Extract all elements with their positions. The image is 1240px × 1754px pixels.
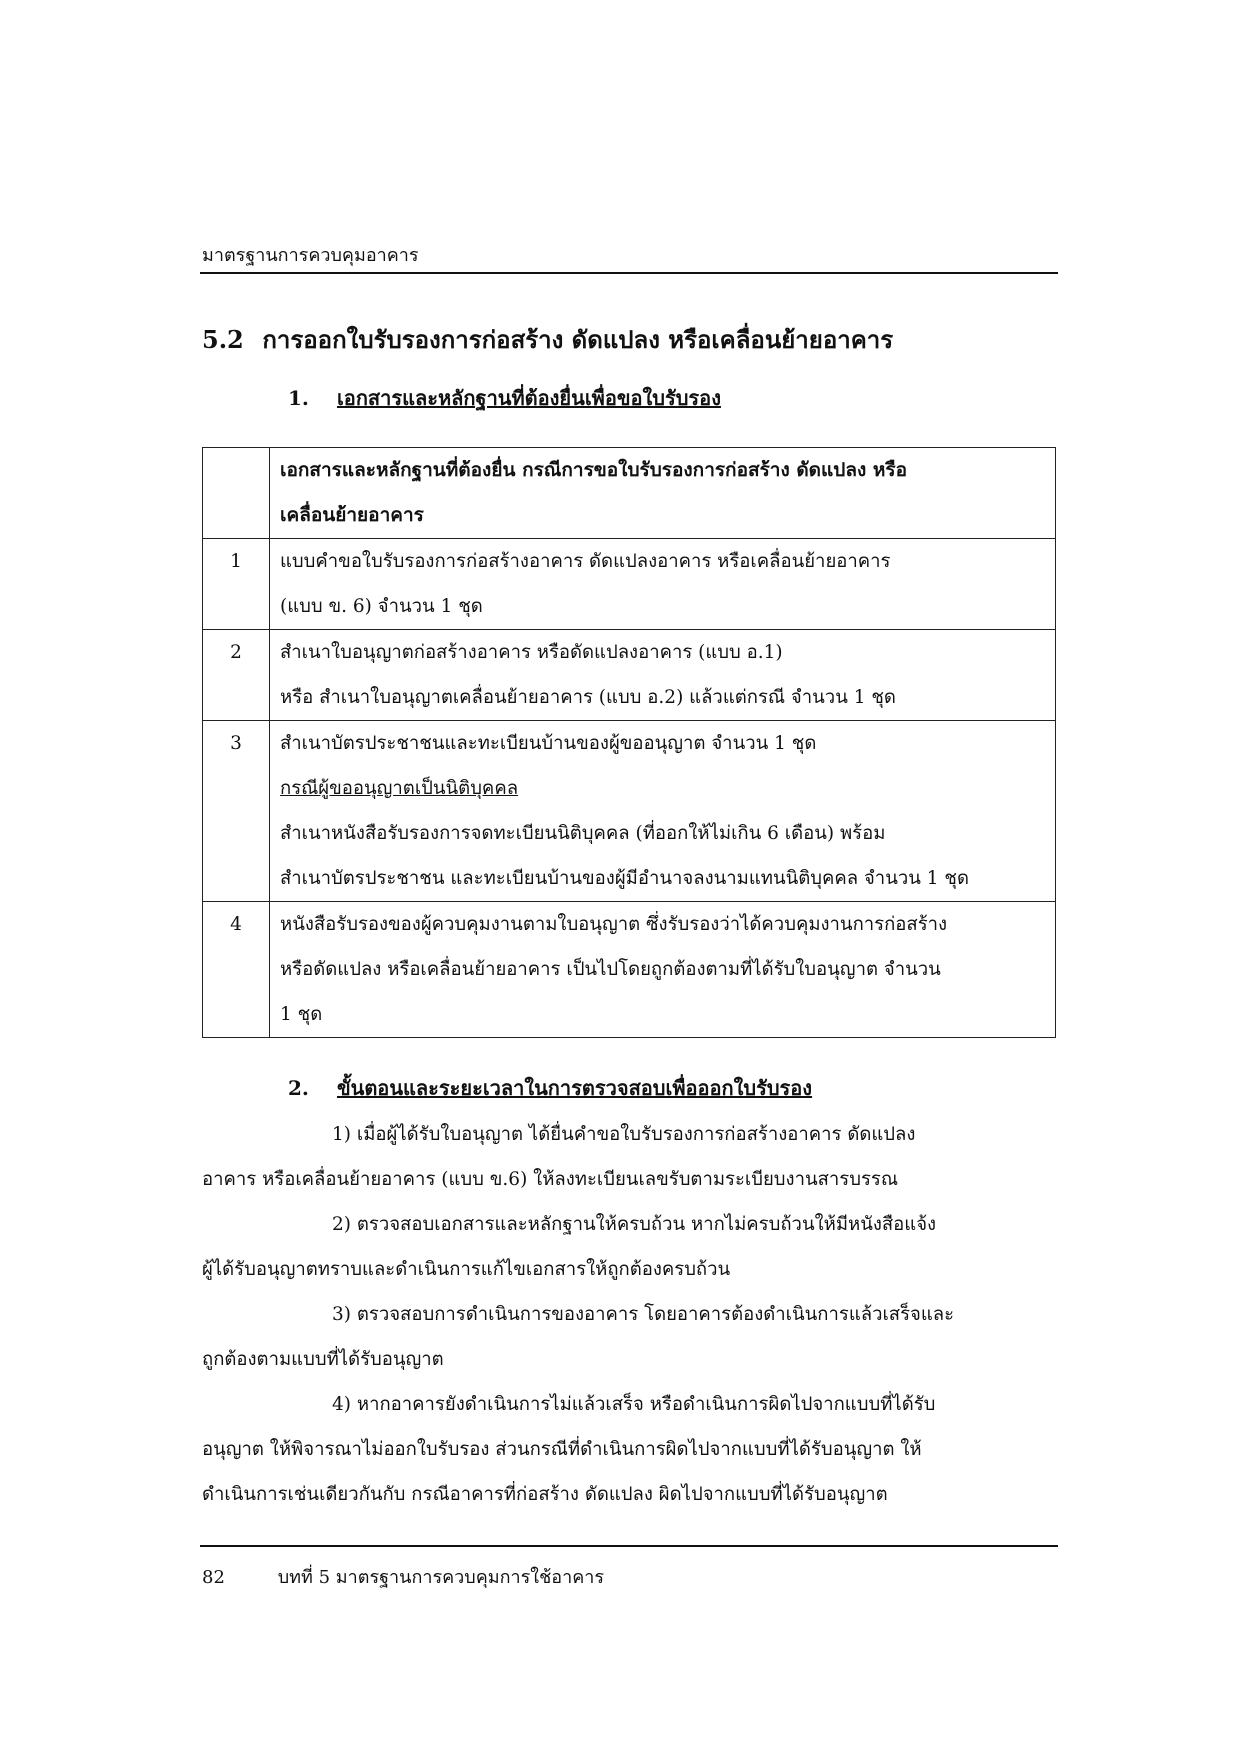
chapter-title: บทที่ 5 มาตรฐานการควบคุมการใช้อาคาร	[277, 1567, 605, 1588]
step-line: ดำเนินการเช่นเดียวกันกับ กรณีอาคารที่ก่อสร้าง ดัดแปลง ผิดไปจากแบบที่ได้รับอนุญาต	[202, 1484, 888, 1505]
row-content	[270, 721, 1056, 902]
row-number: 2	[203, 630, 270, 721]
section-heading	[202, 322, 893, 358]
table-row	[203, 630, 1056, 721]
row-line: สำเนาหนังสือรับรองการจดทะเบียนนิติบุคคล (ที่ออกให้ไม่เกิน 6 เดือน) พร้อม	[280, 823, 886, 844]
table-header-number-cell	[203, 448, 270, 539]
table-row	[203, 721, 1056, 902]
row-line: สำเนาบัตรประชาชน และทะเบียนบ้านของผู้มีอำนาจลงนามแทนนิติบุคคล จำนวน 1 ชุด	[280, 868, 969, 889]
step-line: อนุญาต ให้พิจารณาไม่ออกใบรับรอง ส่วนกรณีที่ดำเนินการผิดไปจากแบบที่ได้รับอนุญาต ให้	[202, 1439, 922, 1460]
row-number: 4	[203, 902, 270, 1038]
row-line: 1 ชุด	[280, 1004, 323, 1025]
step-line: ผู้ได้รับอนุญาตทราบและดำเนินการแก้ไขเอกสารให้ถูกต้องครบถ้วน	[202, 1259, 731, 1280]
row-line-underlined: กรณีผู้ขออนุญาตเป็นนิติบุคคล	[280, 778, 519, 799]
documents-table	[202, 447, 1056, 1038]
step-line: 2) ตรวจสอบเอกสารและหลักฐานให้ครบถ้วน หากไม่ครบถ้วนให้มีหนังสือแจ้ง	[332, 1214, 937, 1235]
table-header-line: เอกสารและหลักฐานที่ต้องยื่น กรณีการขอใบรับรองการก่อสร้าง ดัดแปลง หรือ	[280, 459, 907, 481]
procedure-steps	[202, 1112, 1054, 1517]
running-head: มาตรฐานการควบคุมอาคาร	[202, 245, 419, 266]
row-line: หรือ สำเนาใบอนุญาตเคลื่อนย้ายอาคาร (แบบ อ.2) แล้วแต่กรณี จำนวน 1 ชุด	[280, 687, 896, 708]
row-content	[270, 630, 1056, 721]
row-line: หนังสือรับรองของผู้ควบคุมงานตามใบอนุญาต ซึ่งรับรองว่าได้ควบคุมงานการก่อสร้าง	[280, 914, 948, 935]
row-content	[270, 539, 1056, 630]
procedure-step	[202, 1382, 1054, 1517]
row-line: หรือดัดแปลง หรือเคลื่อนย้ายอาคาร เป็นไปโดยถูกต้องตามที่ได้รับใบอนุญาต จำนวน	[280, 959, 941, 980]
section-title: การออกใบรับรองการก่อสร้าง ดัดแปลง หรือเคลื่อนย้ายอาคาร	[262, 325, 894, 354]
procedure-step	[202, 1202, 1054, 1292]
footer-rule	[200, 1545, 1058, 1547]
row-content	[270, 902, 1056, 1038]
step-line: อาคาร หรือเคลื่อนย้ายอาคาร (แบบ ข.6) ให้ลงทะเบียนเลขรับตามระเบียบงานสารบรรณ	[202, 1169, 899, 1190]
step-line: ถูกต้องตามแบบที่ได้รับอนุญาต	[202, 1349, 444, 1370]
row-line: สำเนาใบอนุญาตก่อสร้างอาคาร หรือดัดแปลงอาคาร (แบบ อ.1)	[280, 642, 783, 663]
footer	[202, 1566, 604, 1590]
table-header-row	[203, 448, 1056, 539]
row-number: 1	[203, 539, 270, 630]
subsection-1-title: เอกสารและหลักฐานที่ต้องยื่นเพื่อขอใบรับรอง	[336, 386, 721, 410]
table-header-cell	[270, 448, 1056, 539]
step-line: 1) เมื่อผู้ได้รับใบอนุญาต ได้ยื่นคำขอใบรับรองการก่อสร้างอาคาร ดัดแปลง	[332, 1124, 916, 1145]
step-line: 3) ตรวจสอบการดำเนินการของอาคาร โดยอาคารต้องดำเนินการแล้วเสร็จและ	[332, 1304, 955, 1325]
row-line: (แบบ ข. 6) จำนวน 1 ชุด	[280, 596, 483, 617]
row-line: สำเนาบัตรประชาชนและทะเบียนบ้านของผู้ขออนุญาต จำนวน 1 ชุด	[280, 733, 817, 754]
table-header-line: เคลื่อนย้ายอาคาร	[280, 504, 424, 526]
section-number: 5.2	[202, 325, 244, 354]
subsection-2-heading	[288, 1072, 812, 1104]
subsection-2-number: 2.	[288, 1076, 309, 1100]
table-row	[203, 539, 1056, 630]
header-rule	[200, 272, 1058, 274]
subsection-2-title: ขั้นตอนและระยะเวลาในการตรวจสอบเพื่อออกใบรับรอง	[336, 1076, 813, 1100]
table-row	[203, 902, 1056, 1038]
page-number: 82	[202, 1567, 225, 1588]
row-line: แบบคำขอใบรับรองการก่อสร้างอาคาร ดัดแปลงอาคาร หรือเคลื่อนย้ายอาคาร	[280, 551, 891, 572]
procedure-step	[202, 1112, 1054, 1202]
step-line: 4) หากอาคารยังดำเนินการไม่แล้วเสร็จ หรือดำเนินการผิดไปจากแบบที่ได้รับ	[332, 1394, 936, 1415]
procedure-step	[202, 1292, 1054, 1382]
subsection-1-heading	[288, 382, 721, 414]
row-number: 3	[203, 721, 270, 902]
subsection-1-number: 1.	[288, 386, 309, 410]
